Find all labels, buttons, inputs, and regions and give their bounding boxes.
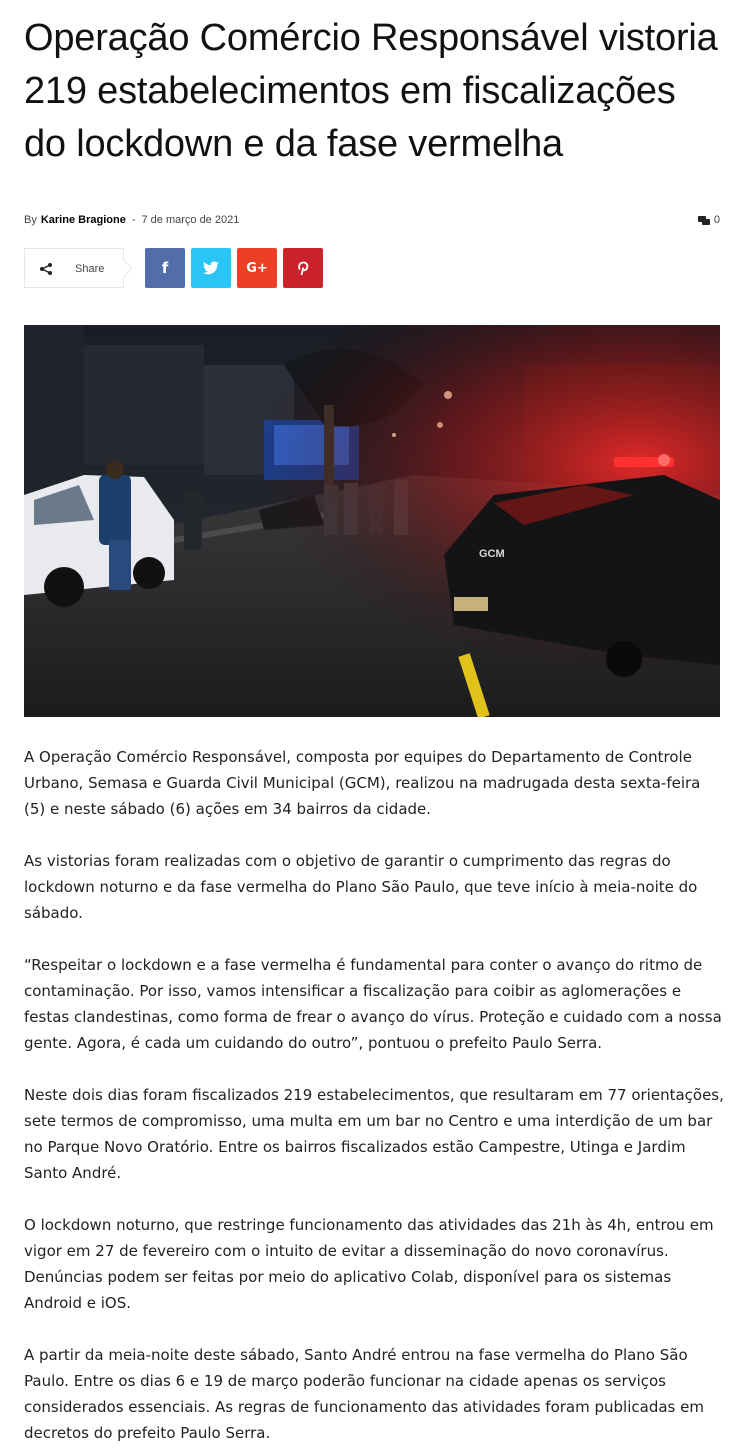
paragraph: As vistorias foram realizadas com o objetivo de garantir o cumprimento das regras do lockdown noturno e da fase vermelha do Plano São Paulo, que teve início à meia-noite do sábado. xyxy=(24,852,698,922)
share-label: Share xyxy=(75,263,105,275)
article-meta xyxy=(24,214,720,230)
google-plus-share-button[interactable] xyxy=(237,248,277,288)
comment-count: 0 xyxy=(713,214,720,226)
pinterest-share-button[interactable] xyxy=(283,248,323,288)
vehicle-label: GCM xyxy=(479,548,505,560)
author-link[interactable]: Karine Bragione xyxy=(40,214,126,226)
byline-prefix: By xyxy=(24,214,37,226)
meta-separator: - xyxy=(131,214,136,226)
article-title: Operação Comércio Responsável vistoria 219 estabelecimentos em fiscalizações do lockdown e da fase vermelha xyxy=(24,17,718,165)
paragraph: O lockdown noturno, que restringe funcionamento das atividades das 21h às 4h, entrou em vigor em 27 de fevereiro com o intuito de evitar a disseminação do novo coronavírus. Denúncias podem ser feitas por meio do aplicativo Colab, disponível para os sistemas Android e iOS. xyxy=(24,1216,714,1312)
comment-icon xyxy=(698,215,710,225)
paragraph: A partir da meia-noite deste sábado, Santo André entrou na fase vermelha do Plano São Paulo. Entre os dias 6 e 19 de março poderão funcionar na cidade apenas os serviços considerados essenciais. As regras de funcionamento das atividades foram publicadas em decretos do prefeito Paulo Serra. xyxy=(24,1346,704,1442)
pinterest-icon xyxy=(297,261,309,276)
share-button[interactable] xyxy=(24,248,124,288)
comments-link[interactable] xyxy=(698,214,720,226)
publish-date: 7 de março de 2021 xyxy=(141,214,240,226)
google-plus-icon: G+ xyxy=(246,260,268,276)
twitter-icon xyxy=(203,261,219,275)
night-street-photo xyxy=(24,325,720,717)
share-bar xyxy=(24,248,424,288)
paragraph: “Respeitar o lockdown e a fase vermelha é fundamental para conter o avanço do ritmo de contaminação. Por isso, vamos intensificar a fiscalização para coibir as aglomerações e festas clandestinas, como forma de frear o avanço do vírus. Proteção e cuidado com a nossa gente. Agora, é cada um cuidando do outro”, pontuou o prefeito Paulo Serra. xyxy=(24,956,722,1052)
paragraph: A Operação Comércio Responsável, composta por equipes do Departamento de Controle Urbano, Semasa e Guarda Civil Municipal (GCM), realizou na madrugada desta sexta-feira (5) e neste sábado (6) ações em 34 bairros da cidade. xyxy=(24,748,701,818)
article-body xyxy=(24,744,724,1453)
article-photo xyxy=(24,325,720,717)
paragraph: Neste dois dias foram fiscalizados 219 estabelecimentos, que resultaram em 77 orientações, sete termos de compromisso, uma multa em um bar no Centro e uma interdição de um bar no Parque Novo Oratório. Entre os bairros fiscalizados estão Campestre, Utinga e Jardim Santo André. xyxy=(24,1086,724,1182)
twitter-share-button[interactable] xyxy=(191,248,231,288)
facebook-icon: f xyxy=(161,259,169,277)
facebook-share-button[interactable] xyxy=(145,248,185,288)
share-icon xyxy=(39,262,53,276)
